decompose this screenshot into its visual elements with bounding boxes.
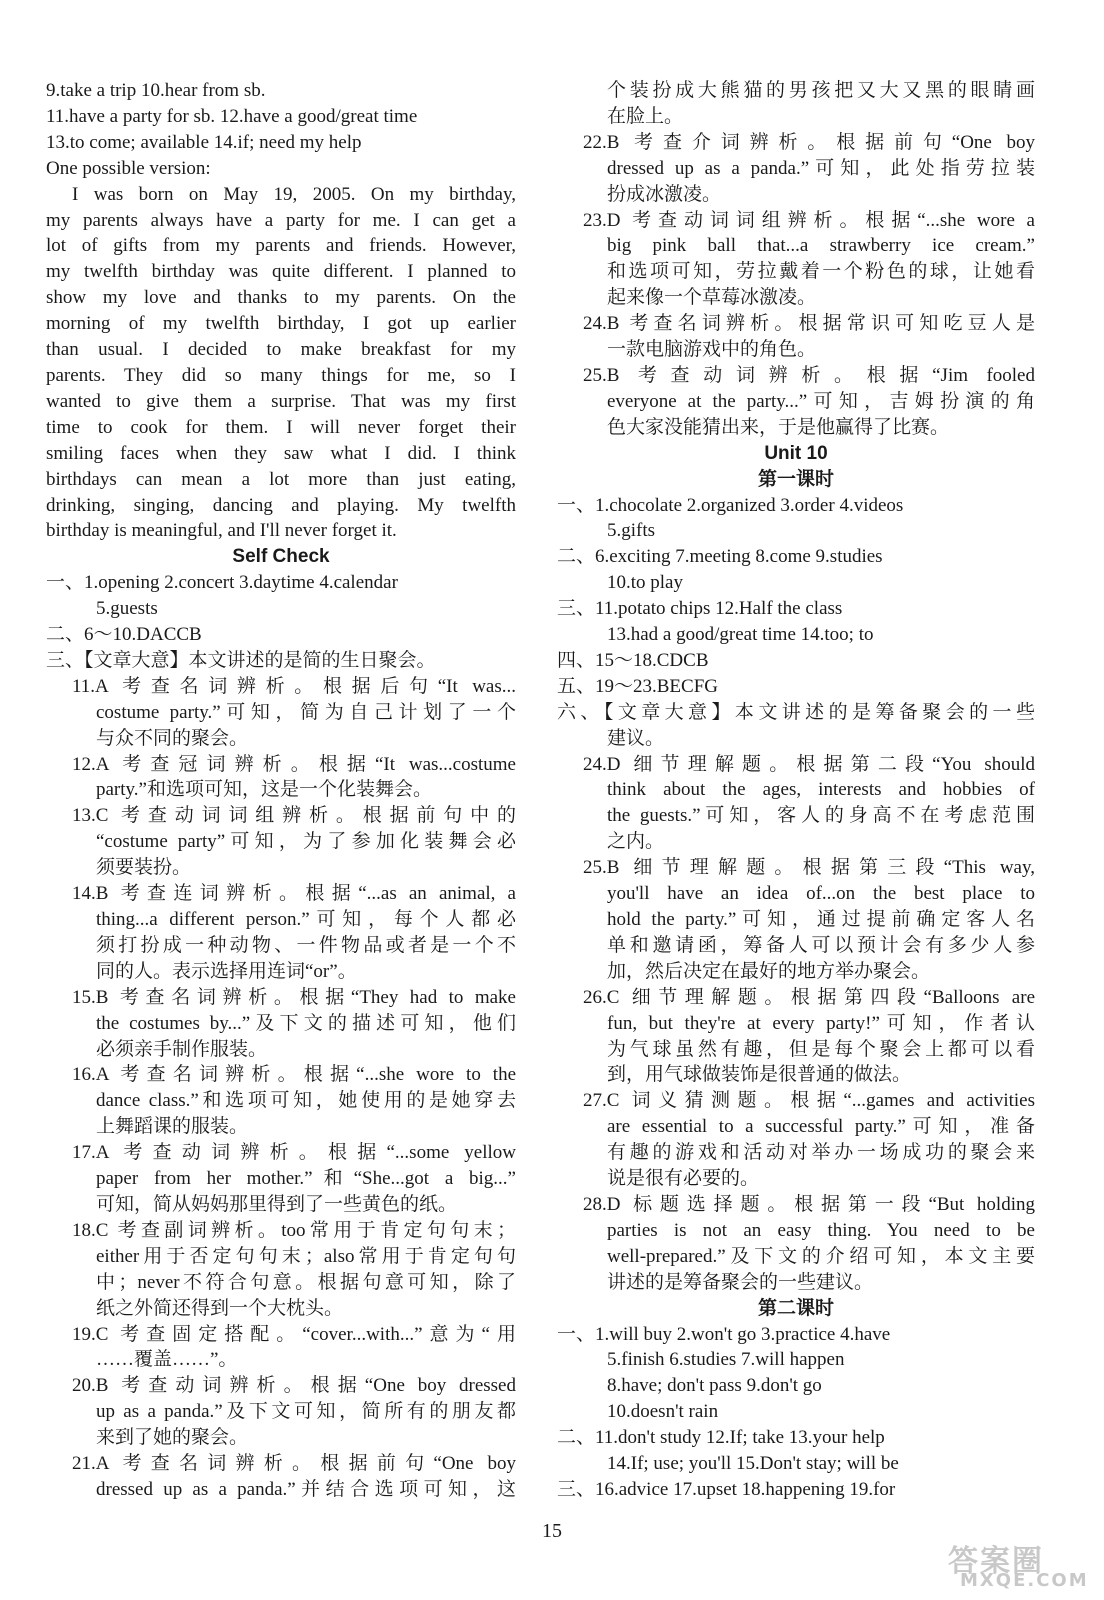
left-line: 可知，简从妈妈那里得到了一些黄色的纸。 <box>96 1193 458 1215</box>
left-line: One possible version: <box>46 157 211 179</box>
right-line: 27.C 词义猜测题。根据“...games and activities <box>583 1090 1035 1112</box>
left-line: wanted to give them a surprise. That was my first <box>46 390 516 412</box>
left-column <box>46 78 516 1503</box>
left-line: 11.A 考查名词辨析。根据后句“It was... <box>72 675 516 697</box>
right-line: 22.B 考查介词辨析。根据前句“One boy <box>583 131 1035 153</box>
right-line: parties is not an easy thing. You need to be <box>607 1219 1035 1241</box>
left-line: thing...a different person.”可知，每个人都必 <box>96 909 516 930</box>
right-line: 三、16.advice 17.upset 18.happening 19.for <box>557 1478 896 1500</box>
left-line: 必须亲手制作服装。 <box>96 1038 268 1060</box>
left-line: either用于否定句句末；also常用于肯定句句 <box>96 1245 516 1267</box>
right-line: 三、11.potato chips 12.Half the class <box>557 598 843 620</box>
right-line: 在脸上。 <box>607 105 684 127</box>
right-line: 第一课时 <box>757 468 834 490</box>
right-line: 25.B 考查动词辨析。根据“Jim fooled <box>583 364 1035 386</box>
right-line: 四、15～18.CDCB <box>557 649 709 671</box>
left-line: 三、【文章大意】本文讲述的是简的生日聚会。 <box>46 649 436 671</box>
right-line: 有趣的游戏和活动对举办一场成功的聚会来 <box>607 1142 1035 1164</box>
right-line: 说是很有必要的。 <box>607 1168 760 1190</box>
right-line: hold the party.”可知，通过提前确定客人名 <box>607 909 1035 930</box>
left-line: 中；never不符合句意。根据句意可知，除了 <box>96 1271 516 1293</box>
right-line: 13.had a good/great time 14.too; to <box>607 624 874 646</box>
left-line: 19.C 考查固定搭配。“cover...with...”意为“用 <box>72 1323 516 1345</box>
left-line: 15.B 考查名词辨析。根据“They had to make <box>72 986 516 1008</box>
left-line: 须打扮成一种动物、一件物品或者是一个不 <box>96 934 516 956</box>
left-line: 须要装扮。 <box>96 857 192 879</box>
right-line: 起来像一个草莓冰激凌。 <box>607 287 817 309</box>
right-line: 和选项可知，劳拉戴着一个粉色的球，让她看 <box>607 261 1035 283</box>
right-line: dressed up as a panda.”可知，此处指劳拉装 <box>607 157 1035 179</box>
right-line: 一、1.chocolate 2.organized 3.order 4.videos <box>557 494 904 516</box>
left-line: 纸之外简还得到一个大枕头。 <box>96 1297 344 1319</box>
right-line: you'll have an idea of...on the best place to <box>607 883 1035 905</box>
right-line: 5.finish 6.studies 7.will happen <box>607 1349 845 1371</box>
right-line: 24.B 考查名词辨析。根据常识可知吃豆人是 <box>583 313 1035 335</box>
left-line: 同的人。表示选择用连词“or”。 <box>96 960 357 982</box>
right-line: 五、19～23.BECFG <box>557 675 718 697</box>
left-line: my twelfth birthday was quite different. I planned to <box>46 261 516 283</box>
left-line: 13.C 考查动词词组辨析。根据前句中的 <box>72 805 516 827</box>
right-column <box>557 78 1035 1503</box>
left-line: 11.have a party for sb. 12.have a good/great time <box>46 105 418 127</box>
right-line: 二、11.don't study 12.If; take 13.your help <box>557 1427 885 1449</box>
left-line: birthdays can mean a lot more than just eating, <box>46 468 516 490</box>
left-line: dressed up as a panda.”并结合选项可知，这 <box>96 1478 516 1500</box>
right-line: fun, but they're at every party!”可知，作者认 <box>607 1012 1035 1034</box>
left-line: time to cook for them. I will never forget their <box>46 416 516 438</box>
left-line: 20.B 考查动词辨析。根据“One boy dressed <box>72 1375 516 1397</box>
right-line: 25.B 细节理解题。根据第三段“This way, <box>583 857 1035 879</box>
right-line: 第二课时 <box>757 1297 834 1319</box>
right-line: 六、【文章大意】本文讲述的是筹备聚会的一些 <box>557 701 1035 723</box>
left-line: 一、1.opening 2.concert 3.daytime 4.calendar <box>46 572 398 594</box>
right-line: the guests.”可知，客人的身高不在考虑范围 <box>607 805 1035 827</box>
left-line: “costume party”可知，为了参加化装舞会必 <box>96 831 516 853</box>
left-line: 13.to come; available 14.if; need my help <box>46 131 362 153</box>
left-line: 来到了她的聚会。 <box>96 1427 249 1449</box>
left-line: dance class.”和选项可知，她使用的是她穿去 <box>96 1090 516 1112</box>
right-line: 色大家没能猜出来，于是他赢得了比赛。 <box>607 416 950 438</box>
left-line: ……覆盖……”。 <box>96 1349 238 1371</box>
right-line: 14.If; use; you'll 15.Don't stay; will be <box>607 1453 899 1475</box>
left-line: show my love and thanks to my parents. On the <box>46 287 516 309</box>
left-line: morning of my twelfth birthday, I got up earlier <box>46 313 516 335</box>
right-line: big pink ball that...a strawberry ice cream.” <box>607 235 1035 257</box>
right-line: think about the ages, interests and hobbies of <box>607 779 1035 801</box>
watermark-logo <box>930 1536 1089 1594</box>
left-line: 与众不同的聚会。 <box>96 727 249 749</box>
left-line: lot of gifts from my parents and friends. However, <box>46 235 516 257</box>
right-line: 一款电脑游戏中的角色。 <box>607 339 817 361</box>
left-line: smiling faces when they saw what I did. I think <box>46 442 516 464</box>
right-line: 为气球虽然有趣，但是每个聚会上都可以看 <box>607 1038 1035 1060</box>
right-line: 一、1.will buy 2.won't go 3.practice 4.have <box>557 1323 891 1345</box>
right-line: 之内。 <box>607 831 665 853</box>
left-line: costume party.”可知，简为自己计划了一个 <box>96 701 516 723</box>
left-line: I was born on May 19, 2005. On my birthday, <box>72 183 516 205</box>
left-line: party.”和选项可知，这是一个化装舞会。 <box>96 779 432 801</box>
right-line: 23.D 考查动词词组辨析。根据“...she wore a <box>583 209 1035 231</box>
right-line: 扮成冰激凌。 <box>607 183 722 205</box>
right-line: 28.D 标题选择题。根据第一段“But holding <box>583 1193 1035 1215</box>
left-line: birthday is meaningful, and I'll never forget it. <box>46 520 397 542</box>
left-line: 16.A 考查名词辨析。根据“...she wore to the <box>72 1064 516 1086</box>
left-line: my parents always have a party for me. I can get a <box>46 209 516 231</box>
left-line: up as a panda.”及下文可知，简所有的朋友都 <box>96 1401 516 1423</box>
left-line: 9.take a trip 10.hear from sb. <box>46 80 266 101</box>
left-line: than usual. I decided to make breakfast for my <box>46 339 516 361</box>
left-line: 14.B 考查连词辨析。根据“...as an animal, a <box>72 883 516 905</box>
page-number: 15 <box>542 1520 562 1542</box>
right-line: 单和邀请函，筹备人可以预计会有多少人参 <box>607 934 1035 956</box>
right-line: are essential to a successful party.”可知，准备 <box>607 1116 1035 1138</box>
right-line: 5.gifts <box>607 520 656 542</box>
left-line: 21.A 考查名词辨析。根据前句“One boy <box>72 1453 516 1475</box>
left-line: 5.guests <box>96 598 158 620</box>
left-line: parents. They did so many things for me, so I <box>46 364 516 386</box>
right-line: 10.to play <box>607 572 683 594</box>
right-line: 10.doesn't rain <box>607 1401 719 1423</box>
left-line: 上舞蹈课的服装。 <box>96 1116 249 1138</box>
watermark-en: MXQE.COM <box>960 1570 1089 1591</box>
left-line: Self Check <box>232 546 330 568</box>
watermark-zh: 答案圈 <box>948 1544 1044 1579</box>
left-line: 18.C 考查副词辨析。too常用于肯定句句末； <box>72 1219 516 1241</box>
right-line: 讲述的是筹备聚会的一些建议。 <box>607 1271 874 1293</box>
right-line: 建议。 <box>607 727 665 749</box>
left-line: the costumes by...”及下文的描述可知，他们 <box>96 1012 516 1034</box>
left-line: 12.A 考查冠词辨析。根据“It was...costume <box>72 753 516 775</box>
right-line: everyone at the party...”可知，吉姆扮演的角 <box>607 390 1035 412</box>
right-line: well-prepared.”及下文的介绍可知，本文主要 <box>607 1245 1035 1267</box>
right-line: Unit 10 <box>764 442 828 464</box>
left-line: drinking, singing, dancing and playing. My twelfth <box>46 494 516 516</box>
right-line: 8.have; don't pass 9.don't go <box>607 1375 822 1397</box>
right-line: 加，然后决定在最好的地方举办聚会。 <box>607 960 931 982</box>
left-line: 二、6～10.DACCB <box>46 624 202 646</box>
right-line: 到，用气球做装饰是很普通的做法。 <box>607 1064 912 1086</box>
left-line: 17.A 考查动词辨析。根据“...some yellow <box>72 1142 516 1164</box>
right-line: 个装扮成大熊猫的男孩把又大又黑的眼睛画 <box>607 80 1035 101</box>
left-line: paper from her mother.”和“She...got a big...” <box>96 1168 516 1190</box>
right-line: 26.C 细节理解题。根据第四段“Balloons are <box>583 986 1035 1008</box>
right-line: 二、6.exciting 7.meeting 8.come 9.studies <box>557 546 883 568</box>
right-line: 24.D 细节理解题。根据第二段“You should <box>583 753 1035 775</box>
